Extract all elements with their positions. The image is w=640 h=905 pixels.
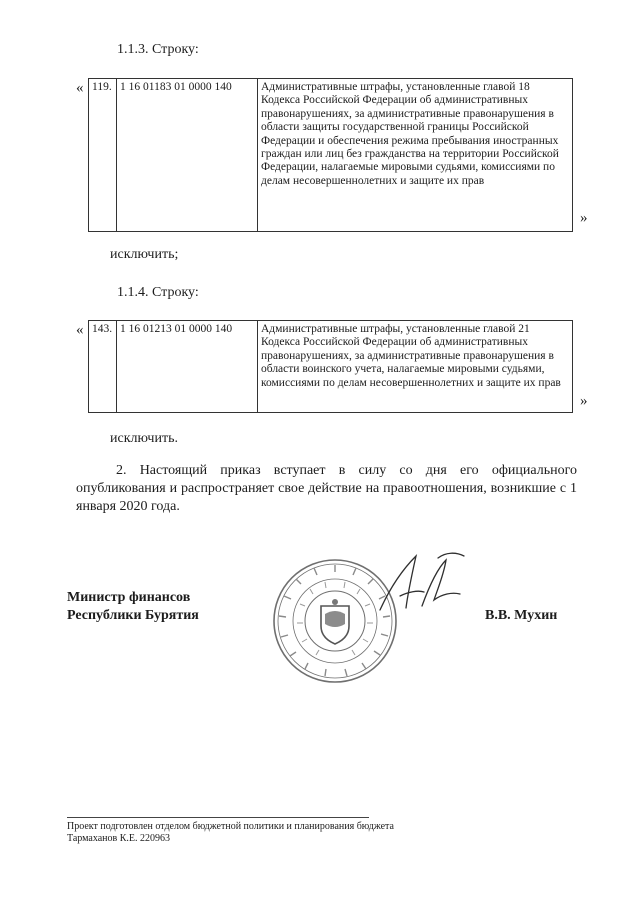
footer-contact: Тармаханов К.Е. 220963 bbox=[67, 833, 171, 844]
row-number: 143. bbox=[89, 321, 117, 413]
row-code: 1 16 01183 01 0000 140 bbox=[117, 79, 258, 232]
section-heading-113: 1.1.3. Строку: bbox=[117, 42, 199, 57]
row-description: Административные штрафы, установленные главой 18 Кодекса Российской Федерации об административных правонарушениях, за административные правонарушения в области защиты государственной границы Российской Федерации и обеспечения режима пребывания иностранных граждан или лиц без гражданства на территории Российской Федерации, налагаемые мировыми судьями, комиссиями по делам несовершеннолетних и защите их прав bbox=[258, 79, 573, 232]
action-text: исключить; bbox=[110, 247, 179, 262]
budget-code-row-143 bbox=[88, 320, 573, 413]
open-quote: « bbox=[76, 80, 84, 96]
action-text: исключить. bbox=[110, 431, 178, 446]
row-code: 1 16 01213 01 0000 140 bbox=[117, 321, 258, 413]
signatory-position-line1: Министр финансов bbox=[67, 590, 191, 605]
footer-prepared-by: Проект подготовлен отделом бюджетной политики и планирования бюджета bbox=[67, 821, 394, 832]
open-quote: « bbox=[76, 322, 84, 338]
close-quote: » bbox=[580, 210, 588, 226]
row-number: 119. bbox=[89, 79, 117, 232]
close-quote: » bbox=[580, 393, 588, 409]
footer-rule bbox=[67, 817, 369, 818]
row-description: Административные штрафы, установленные главой 21 Кодекса Российской Федерации об административных правонарушениях, за административные правонарушения в области воинского учета, налагаемые мировыми судьями, комиссиями по делам несовершеннолетних и защите их прав bbox=[258, 321, 573, 413]
section-heading-114: 1.1.4. Строку: bbox=[117, 285, 199, 300]
signatory-name: В.В. Мухин bbox=[485, 608, 558, 623]
clause-2-text: 2. Настоящий приказ вступает в силу со дня его официального опубликования и распространяет свое действие на правоотношения, возникшие с 1 января 2020 года. bbox=[76, 463, 577, 514]
handwritten-signature-icon bbox=[372, 548, 472, 620]
budget-code-row-119 bbox=[88, 78, 573, 232]
signatory-position-line2: Республики Бурятия bbox=[67, 608, 199, 623]
